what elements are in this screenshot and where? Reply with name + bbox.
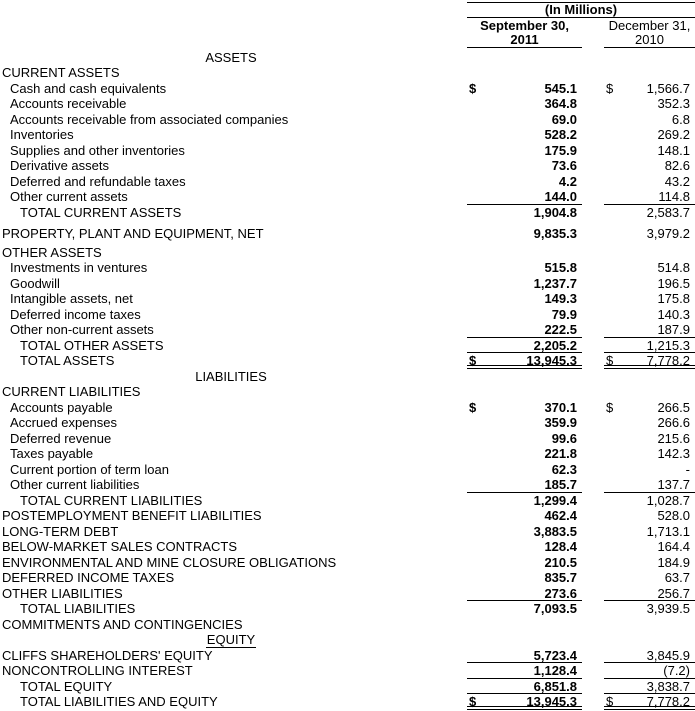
- row-label: OTHER ASSETS: [2, 244, 102, 260]
- column-header-date-line: December 31,: [608, 18, 691, 33]
- value-sep-2011: [467, 307, 582, 323]
- amount: 221.8: [544, 446, 577, 461]
- amount: 273.6: [544, 585, 577, 601]
- amount: 149.3: [544, 291, 577, 306]
- section-title: LIABILITIES: [195, 368, 267, 384]
- amount: 185.7: [544, 477, 577, 492]
- amount: -: [685, 461, 690, 477]
- amount: 62.3: [551, 461, 577, 477]
- amount: 82.6: [664, 158, 690, 173]
- amount: 184.9: [657, 554, 690, 570]
- caps-row: [0, 663, 695, 679]
- amount: 528.0: [657, 508, 690, 523]
- group-header-row: [0, 384, 695, 400]
- row-label: TOTAL ASSETS: [20, 353, 115, 368]
- value-sep-2011: [467, 189, 582, 205]
- amount: 3,979.2: [646, 226, 690, 241]
- value-dec-2010: [604, 477, 695, 493]
- amount: 6.8: [671, 111, 690, 127]
- value-dec-2010: [604, 462, 695, 478]
- value-sep-2011: [467, 648, 582, 664]
- value-dec-2010: [604, 679, 695, 695]
- value-dec-2010: [604, 400, 695, 416]
- group-header-row: [0, 245, 695, 261]
- amount: 2,583.7: [646, 204, 690, 220]
- value-dec-2010: [604, 96, 695, 112]
- amount: 528.2: [544, 127, 577, 142]
- value-sep-2011: [467, 431, 582, 447]
- value-dec-2010: [604, 307, 695, 323]
- value-sep-2011: [467, 462, 582, 478]
- amount: 142.3: [657, 446, 690, 461]
- amount: 835.7: [544, 570, 577, 585]
- value-sep-2011: [467, 127, 582, 143]
- amount: 137.7: [657, 477, 690, 492]
- line-item-row: [0, 322, 695, 338]
- value-dec-2010: [604, 353, 695, 369]
- value-dec-2010: [604, 174, 695, 190]
- value-dec-2010: [604, 322, 695, 338]
- line-item-row: [0, 446, 695, 462]
- line-item-row: [0, 174, 695, 190]
- value-sep-2011: [467, 96, 582, 112]
- value-sep-2011: [467, 338, 582, 354]
- value-dec-2010: [604, 158, 695, 174]
- caps-row: [0, 617, 695, 633]
- row-label: Accounts receivable: [10, 96, 127, 111]
- amount: 514.8: [657, 260, 690, 275]
- amount: 256.7: [657, 585, 690, 601]
- value-dec-2010: [604, 415, 695, 431]
- section-header-row: [0, 369, 695, 385]
- line-item-row: [0, 291, 695, 307]
- amount: 187.9: [657, 322, 690, 337]
- column-header-year: 2010: [635, 31, 664, 47]
- amount: 196.5: [657, 275, 690, 291]
- row-label: [0, 369, 462, 385]
- section-title: ASSETS: [205, 49, 257, 65]
- amount: 1,128.4: [533, 663, 577, 678]
- amount: 69.0: [551, 111, 577, 127]
- amount: 63.7: [664, 570, 690, 585]
- caps-row: [0, 539, 695, 555]
- row-label: TOTAL EQUITY: [20, 678, 113, 694]
- dollar-sign: $: [469, 353, 477, 368]
- row-label: Deferred and refundable taxes: [10, 173, 186, 189]
- value-dec-2010: [604, 291, 695, 307]
- total-row: [0, 679, 695, 695]
- line-item-row: [0, 260, 695, 276]
- value-dec-2010: [604, 338, 695, 354]
- amount: 1,299.4: [533, 492, 577, 508]
- value-sep-2011: [467, 205, 582, 221]
- caps-row: [0, 555, 695, 571]
- total-row: [0, 694, 695, 710]
- section-title: EQUITY: [206, 632, 256, 647]
- units-label: (In Millions): [467, 2, 695, 18]
- amount: 3,883.5: [533, 523, 577, 539]
- rows-container: [0, 50, 695, 710]
- row-label: CURRENT LIABILITIES: [2, 384, 141, 399]
- row-label: Deferred revenue: [10, 430, 112, 446]
- row-label: Accrued expenses: [10, 415, 117, 430]
- dollar-sign: $: [606, 694, 614, 709]
- amount: 462.4: [544, 508, 577, 523]
- amount: 175.8: [657, 291, 690, 306]
- value-sep-2011: [467, 260, 582, 276]
- row-label: TOTAL LIABILITIES AND EQUITY: [20, 694, 218, 709]
- amount: 5,723.4: [533, 647, 577, 663]
- column-header-date-line: September 30,: [480, 18, 569, 33]
- amount: 364.8: [544, 96, 577, 111]
- total-row: [0, 338, 695, 354]
- row-label: [0, 50, 462, 66]
- value-dec-2010: [604, 81, 695, 97]
- value-dec-2010: [604, 493, 695, 509]
- row-label: COMMITMENTS AND CONTINGENCIES: [2, 616, 243, 632]
- line-item-row: [0, 158, 695, 174]
- value-sep-2011: [467, 694, 582, 710]
- value-sep-2011: [467, 446, 582, 462]
- column-headers: [467, 18, 695, 48]
- dollar-sign: $: [606, 399, 614, 415]
- row-label: OTHER LIABILITIES: [2, 585, 123, 601]
- dollar-sign: $: [606, 353, 614, 368]
- amount: (7.2): [663, 663, 690, 678]
- dollar-sign: $: [469, 399, 477, 415]
- amount: 1,713.1: [646, 523, 690, 539]
- amount: 2,205.2: [533, 337, 577, 353]
- caps-row: [0, 586, 695, 602]
- value-sep-2011: [467, 276, 582, 292]
- caps-row: [0, 508, 695, 524]
- caps-row: [0, 570, 695, 586]
- amount: 4.2: [558, 173, 577, 189]
- value-sep-2011: [467, 353, 582, 369]
- value-dec-2010: [604, 555, 695, 571]
- amount: 266.6: [657, 415, 690, 430]
- column-gap: [582, 18, 604, 48]
- amount: 43.2: [664, 173, 690, 189]
- caps-row: [0, 226, 695, 242]
- value-sep-2011: [467, 112, 582, 128]
- line-item-row: [0, 307, 695, 323]
- value-sep-2011: [467, 174, 582, 190]
- value-sep-2011: [467, 663, 582, 679]
- amount: 175.9: [544, 142, 577, 158]
- value-dec-2010: [604, 694, 695, 710]
- amount: 359.9: [544, 415, 577, 430]
- column-header-september-30-2011: [467, 18, 582, 48]
- amount: 144.0: [544, 189, 577, 204]
- amount: 352.3: [657, 96, 690, 111]
- value-dec-2010: [604, 539, 695, 555]
- value-dec-2010: [604, 226, 695, 242]
- amount: 222.5: [544, 322, 577, 337]
- row-label: Other non-current assets: [10, 322, 154, 337]
- amount: 1,215.3: [646, 337, 690, 353]
- row-label: Current portion of term loan: [10, 461, 169, 477]
- value-dec-2010: [604, 276, 695, 292]
- amount: 1,237.7: [533, 275, 577, 291]
- amount: 1,028.7: [646, 492, 690, 508]
- value-sep-2011: [467, 570, 582, 586]
- amount: 370.1: [544, 399, 577, 415]
- group-header-row: [0, 65, 695, 81]
- row-label: Cash and cash equivalents: [10, 80, 167, 96]
- row-label: Accounts payable: [10, 399, 113, 415]
- dollar-sign: $: [469, 80, 477, 96]
- value-sep-2011: [467, 601, 582, 617]
- amount: 266.5: [657, 399, 690, 415]
- line-item-row: [0, 400, 695, 416]
- amount: 545.1: [544, 80, 577, 96]
- value-dec-2010: [604, 648, 695, 664]
- value-sep-2011: [467, 679, 582, 695]
- amount: 99.6: [551, 430, 577, 446]
- row-label: Derivative assets: [10, 158, 109, 173]
- value-dec-2010: [604, 663, 695, 679]
- row-label: CURRENT ASSETS: [2, 65, 120, 80]
- row-label: TOTAL OTHER ASSETS: [20, 337, 164, 353]
- total-row: [0, 353, 695, 369]
- value-sep-2011: [467, 477, 582, 493]
- value-sep-2011: [467, 415, 582, 431]
- amount: 6,851.8: [533, 678, 577, 694]
- line-item-row: [0, 96, 695, 112]
- row-label: PROPERTY, PLANT AND EQUIPMENT, NET: [2, 226, 264, 241]
- dollar-sign: $: [469, 694, 477, 709]
- line-item-row: [0, 81, 695, 97]
- row-label: TOTAL CURRENT ASSETS: [20, 204, 182, 220]
- line-item-row: [0, 189, 695, 205]
- amount: 269.2: [657, 127, 690, 142]
- value-dec-2010: [604, 112, 695, 128]
- row-label: Taxes payable: [10, 446, 94, 461]
- row-label: Deferred income taxes: [10, 306, 141, 322]
- caps-row: [0, 524, 695, 540]
- amount: 1,904.8: [533, 204, 577, 220]
- row-label: TOTAL CURRENT LIABILITIES: [20, 492, 203, 508]
- line-item-row: [0, 431, 695, 447]
- amount: 7,778.2: [646, 694, 690, 709]
- value-sep-2011: [467, 524, 582, 540]
- value-sep-2011: [467, 158, 582, 174]
- value-sep-2011: [467, 81, 582, 97]
- value-sep-2011: [467, 143, 582, 159]
- value-sep-2011: [467, 555, 582, 571]
- row-label: CLIFFS SHAREHOLDERS' EQUITY: [2, 647, 213, 663]
- amount: 114.8: [658, 189, 690, 204]
- amount: 3,845.9: [646, 647, 690, 663]
- total-row: [0, 205, 695, 221]
- row-label: ENVIRONMENTAL AND MINE CLOSURE OBLIGATIONS: [2, 554, 337, 570]
- section-header-row: [0, 632, 695, 648]
- value-dec-2010: [604, 446, 695, 462]
- amount: 215.6: [657, 430, 690, 446]
- amount: 210.5: [544, 554, 577, 570]
- line-item-row: [0, 127, 695, 143]
- value-sep-2011: [467, 291, 582, 307]
- value-sep-2011: [467, 508, 582, 524]
- line-item-row: [0, 415, 695, 431]
- value-dec-2010: [604, 601, 695, 617]
- row-label: POSTEMPLOYMENT BENEFIT LIABILITIES: [2, 508, 262, 523]
- value-sep-2011: [467, 226, 582, 242]
- amount: 7,778.2: [646, 353, 690, 368]
- dollar-sign: $: [606, 80, 614, 96]
- column-header-year: 2011: [510, 31, 539, 47]
- amount: 13,945.3: [526, 694, 577, 709]
- row-label: Investments in ventures: [10, 260, 148, 275]
- value-sep-2011: [467, 400, 582, 416]
- value-dec-2010: [604, 508, 695, 524]
- amount: 9,835.3: [533, 226, 577, 241]
- value-dec-2010: [604, 205, 695, 221]
- section-header-row: [0, 50, 695, 66]
- line-item-row: [0, 143, 695, 159]
- row-label: BELOW-MARKET SALES CONTRACTS: [2, 539, 238, 554]
- row-label: LONG-TERM DEBT: [2, 523, 119, 539]
- row-label: Inventories: [10, 127, 74, 142]
- row-label: Supplies and other inventories: [10, 142, 185, 158]
- amount: 3,838.7: [646, 678, 690, 694]
- value-dec-2010: [604, 586, 695, 602]
- line-item-row: [0, 477, 695, 493]
- row-label: Goodwill: [10, 275, 60, 291]
- row-label: Intangible assets, net: [10, 291, 133, 306]
- value-sep-2011: [467, 539, 582, 555]
- value-sep-2011: [467, 322, 582, 338]
- amount: 128.4: [544, 539, 577, 554]
- amount: 140.3: [657, 306, 690, 322]
- row-label: Other current assets: [10, 189, 128, 204]
- row-label: TOTAL LIABILITIES: [20, 601, 136, 616]
- amount: 73.6: [551, 158, 577, 173]
- amount: 515.8: [544, 260, 577, 275]
- value-dec-2010: [604, 431, 695, 447]
- row-label: NONCONTROLLING INTEREST: [2, 663, 193, 678]
- amount: 3,939.5: [646, 601, 690, 616]
- row-label: Other current liabilities: [10, 477, 140, 492]
- value-dec-2010: [604, 570, 695, 586]
- value-dec-2010: [604, 189, 695, 205]
- total-row: [0, 601, 695, 617]
- value-dec-2010: [604, 260, 695, 276]
- value-dec-2010: [604, 524, 695, 540]
- row-label: Accounts receivable from associated companies: [10, 111, 289, 127]
- total-row: [0, 493, 695, 509]
- line-item-row: [0, 112, 695, 128]
- caps-row: [0, 648, 695, 664]
- value-sep-2011: [467, 586, 582, 602]
- amount: 13,945.3: [526, 353, 577, 368]
- amount: 164.4: [657, 539, 690, 554]
- value-sep-2011: [467, 493, 582, 509]
- value-dec-2010: [604, 143, 695, 159]
- amount: 79.9: [551, 306, 577, 322]
- amount: 7,093.5: [533, 601, 577, 616]
- value-dec-2010: [604, 127, 695, 143]
- line-item-row: [0, 276, 695, 292]
- row-label: [0, 632, 462, 648]
- amount: 148.1: [657, 142, 690, 158]
- line-item-row: [0, 462, 695, 478]
- amount: 1,566.7: [646, 80, 690, 96]
- column-header-december-31-2010: [604, 18, 695, 48]
- row-label: DEFERRED INCOME TAXES: [2, 570, 175, 585]
